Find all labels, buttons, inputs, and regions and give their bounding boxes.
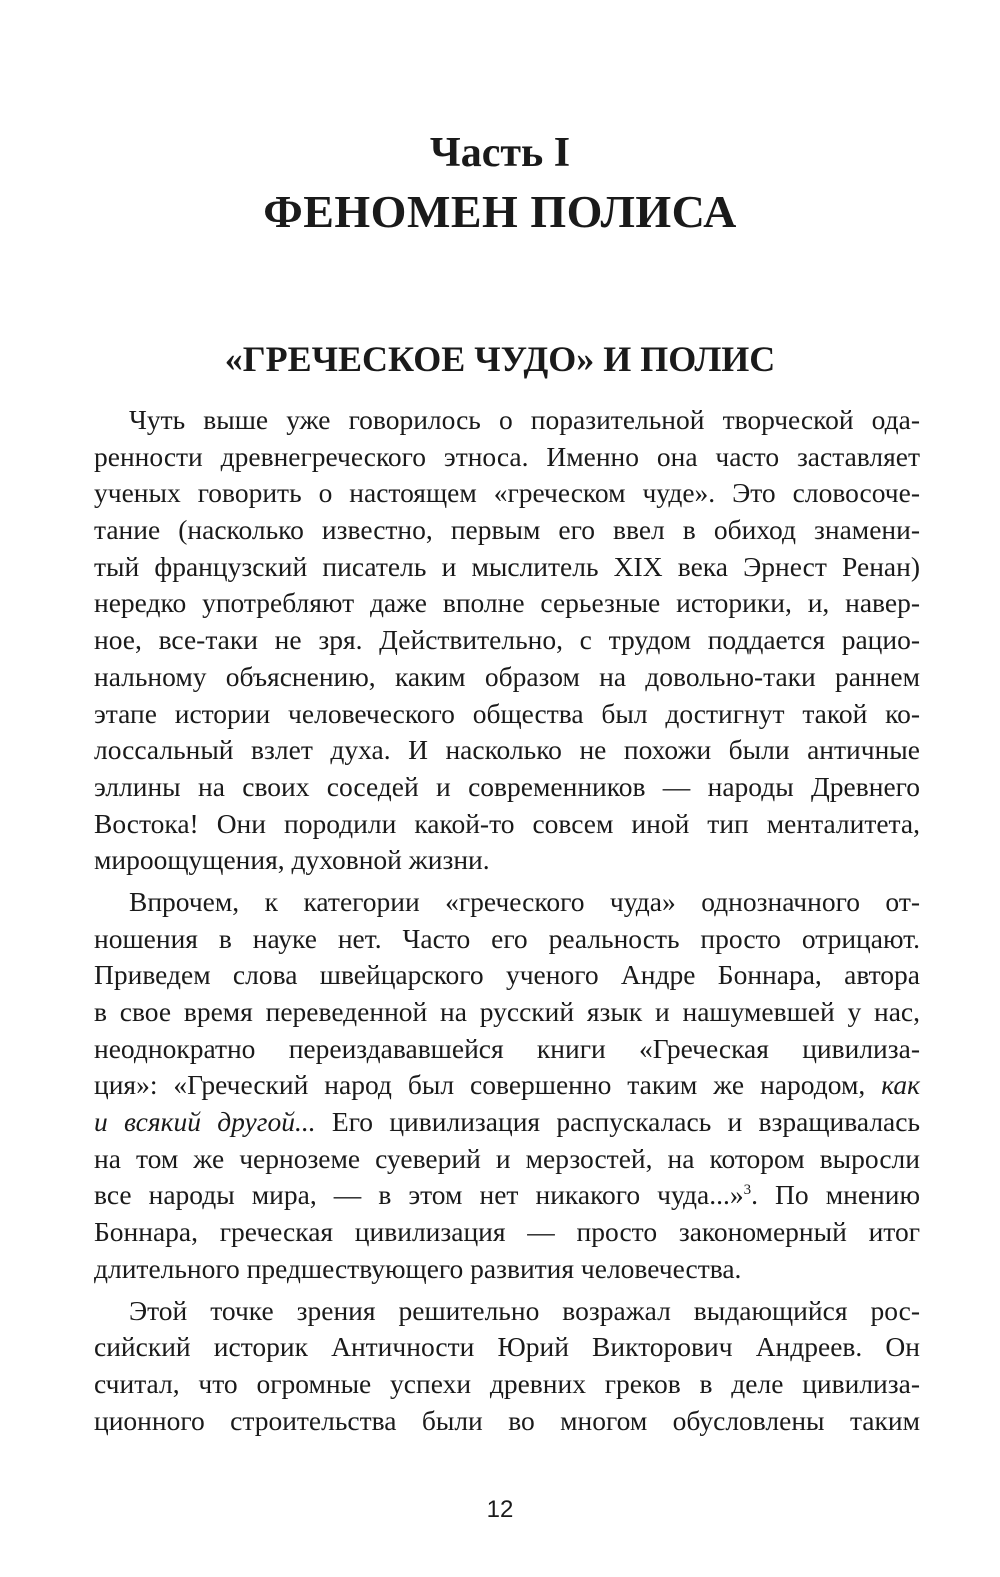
text-run: ция»: «Греческий народ был совершенно таким же народом, [94,1069,882,1101]
section-heading: «ГРЕЧЕСКОЕ ЧУДО» И ПОЛИС [224,339,776,379]
text-line: лоссальный взлет духа. И насколько не похожи были античные [94,734,920,766]
text-line: Чуть выше уже говорилось о поразительной творческой ода- [129,404,920,435]
text-line: считал, что огромные успехи древних греков в деле цивилиза- [94,1367,920,1399]
text-line: Боннара, греческая цивилизация — просто закономерный итог [94,1216,920,1248]
text-line: эллины на своих соседей и современников — народы Древнего [94,770,920,802]
body-text [94,402,920,1439]
text-line: ное, все-таки не зря. Действительно, с трудом поддается рацио- [94,624,920,656]
text-line: Приведем слова швейцарского ученого Андре Боннара, автора [94,959,920,991]
text-line: Впрочем, к категории «греческого чуда» однозначного от- [129,885,920,917]
text-line: Этой точке зрения решительно возражал выдающийся рос- [129,1294,920,1326]
text-line: сийский историк Античности Юрий Викторович Андреев. Он [94,1331,920,1363]
text-line: в свое время переведенной на русский язык и нашумевшей у нас, [94,996,920,1027]
text-line: нередко употребляют даже вполне серьезные историки, и, навер- [94,587,920,619]
text-run: . По мнению [751,1179,920,1211]
text-line: на том же черноземе суеверий и мерзостей, на котором выросли [94,1142,920,1174]
text-line: тание (насколько известно, первым его ввел в обиход знамени- [94,514,920,546]
text-run: Его цивилизация распускалась и взращивалась [315,1106,920,1138]
text-line [94,1067,920,1104]
part-title: ФЕНОМЕН ПОЛИСА [263,186,737,237]
text-line: ренности древнегреческого этноса. Именно она часто заставляет [94,440,920,472]
text-line: тый французский писатель и мыслитель XIX века Эрнест Ренан) [94,550,920,582]
text-line: мироощущения, духовной жизни. [94,844,490,876]
text-line: длительного предшествующего развития человечества. [94,1252,742,1284]
text-line: Востока! Они породили какой-то совсем иной тип менталитета, [94,807,920,839]
part-label: Часть I [429,130,571,176]
text-run: все народы мира, — в этом нет никакого чуда...» [94,1179,744,1211]
paragraph-1 [94,402,920,879]
footnote-marker[interactable]: 3 [743,1182,752,1199]
text-line: нальному объяснению, каким образом на довольно-таки раннем [94,660,920,692]
italic-quote: как [881,1069,920,1101]
italic-quote: и всякий другой... [94,1106,316,1138]
text-line: этапе истории человеческого общества был достигнут такой ко- [94,697,920,729]
text-line [94,1104,920,1141]
text-line: ционного строительства были во многом обусловлены таким [94,1404,920,1436]
paragraph-3 [94,1293,920,1440]
text-line: ношения в науке нет. Часто его реальность просто отрицают. [94,922,920,954]
text-line: неоднократно переиздававшейся книги «Греческая цивилиза- [94,1032,920,1064]
text-line [94,1177,920,1214]
text-line: ученых говорить о настоящем «греческом чуде». Это словосоче- [94,477,920,509]
page-number: 12 [486,1496,514,1523]
paragraph-2 [94,884,920,1288]
